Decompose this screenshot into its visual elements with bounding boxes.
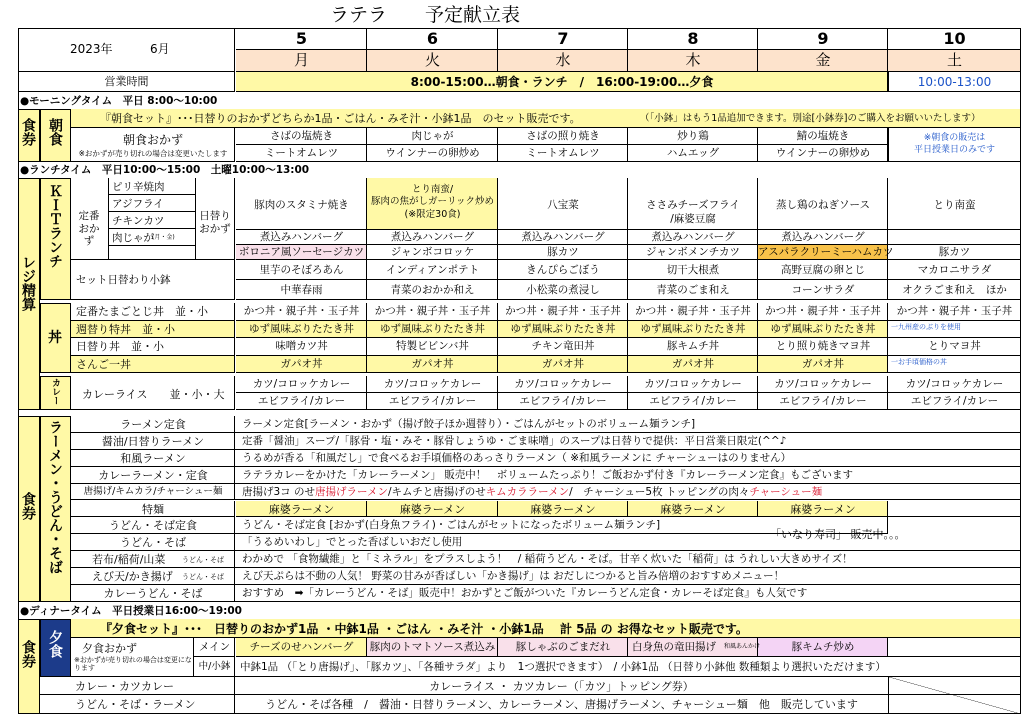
noodle-text-part: 唐揚げラーメン: [315, 485, 389, 498]
curry-item-2: エビフライ/カレー: [257, 395, 346, 407]
lunch-heading: ●ランチタイム 平日10:00～15:00 土曜10:00～13:00: [20, 164, 310, 176]
curry-item-1: カツ/コロッケカレー: [644, 378, 742, 390]
noodle-row-label: カレーラーメン・定食: [98, 468, 208, 482]
page-title: ラテラ 予定献立表: [330, 4, 521, 26]
noodle-row-text: 「うるめいわし」でとった香ばしいおだし使用: [242, 536, 463, 549]
don-row-label: 週替り特丼 並・小: [76, 322, 175, 336]
kobachi-2: コーンサラダ: [791, 284, 855, 296]
teiban-item: ピリ辛焼肉: [112, 181, 165, 193]
curry-item-1: カツ/コロッケカレー: [905, 378, 1004, 390]
noodle-row-label: 醤油/日替りラーメン: [101, 434, 205, 448]
morning-sat-note: ※朝食の販売は 平日授業日のみです: [913, 133, 995, 156]
kobachi-2: 中華春雨: [280, 284, 323, 296]
morning-heading: ●モーニングタイム 平日 8:00～10:00: [20, 95, 218, 107]
don-value: かつ丼・親子丼・玉子丼: [243, 305, 360, 317]
kobachi-2: 青菜のごま和え: [656, 284, 730, 296]
year-month-cell: [18, 28, 235, 72]
morning-okazu-2: ウインナーの卵炒め: [775, 147, 871, 159]
don-value: ガパオ丼: [542, 357, 584, 370]
teiban-item: アジフライ: [112, 198, 164, 210]
noodle-text-part: チャーシュー麺: [749, 485, 823, 498]
curry-item-1: カツ/コロッケカレー: [383, 378, 482, 390]
lunch-main-dish: とり南蛮: [933, 199, 976, 211]
dinner-main-dish: チーズのせハンバーグ: [249, 641, 354, 653]
morning-set-text: 『朝食セット』･･･日替りのおかずどちらか1品・ごはん・みそ汁・小鉢1品 のセット販売です。: [100, 112, 581, 125]
don-label: 丼: [48, 330, 62, 346]
noodle-row-label: えび天/かき揚げ: [92, 570, 173, 584]
hours-label: 営業時間: [104, 75, 149, 88]
curry-item-1: カツ/コロッケカレー: [514, 378, 612, 390]
don-value: ゆず風味ぶりたたき丼: [249, 322, 354, 335]
higawari-label: 日替りおかず: [199, 210, 231, 235]
noodle-row-text: ラーメン定食[ラーメン・おかず（揚げ餃子ほか週替り）・ごはんがセットのボリューム麺ランチ]: [242, 418, 696, 430]
noodle-row-text: えび天ぷらは不動の人気！ 野菜の甘みが香ばしい「かき揚げ」は おだしにつかると旨み倍増のおすすめメニュー！: [242, 570, 785, 583]
day-number: 10: [943, 29, 966, 48]
noodle-row-text: うどん・そば定食 [おかず(白身魚フライ)・ごはんがセットになったボリューム麺ランチ]: [242, 519, 661, 532]
don-row-label: 日替り丼 並・小: [76, 340, 164, 353]
noodle-row-text: 定番「醤油」スープ/「豚骨・塩・みそ・豚骨しょうゆ・ごま味噌」のスープは日替りで提供：平日営業日限定(^^♪: [242, 434, 787, 447]
morning-okazu-1: 肉じゃが: [411, 130, 454, 142]
morning-okazu-2: ミートオムレツ: [526, 147, 600, 159]
morning-okazu-1: 炒り鶏: [677, 130, 709, 142]
don-value: ゆず風味ぶりたたき丼: [640, 322, 746, 335]
lunch-sub2: ジャンボコロッケ: [390, 246, 475, 258]
year-label: 2023年: [70, 42, 113, 56]
lunch-sub1: 煮込みハンバーグ: [259, 231, 344, 243]
don-value: 一九州産のぶりを使用: [891, 322, 961, 331]
kobachi-1: インディアンポテト: [385, 264, 480, 276]
noodle-ticket-label: 食券: [20, 492, 36, 520]
don-value: 豚キムチ丼: [666, 340, 720, 352]
morning-okazu-note: ※おかずが売り切れの場合は変更いたします: [78, 149, 228, 158]
dinner-curry-label: カレー・カツカレー: [75, 680, 174, 693]
hours-sat: 10:00-13:00: [917, 75, 992, 89]
weekday: 金: [815, 51, 831, 69]
hours-weekday: 8:00-15:00…朝食・ランチ / 16:00-19:00…夕食: [410, 75, 714, 89]
kobachi-1: 切干大根煮: [666, 264, 720, 276]
noodle-side-text: 「いなり寿司」 販売中。。。: [770, 528, 906, 542]
curry-item-2: エビフライ/カレー: [649, 395, 737, 407]
don-value: かつ丼・親子丼・玉子丼: [505, 305, 621, 317]
dinner-main-sat: [888, 638, 1021, 657]
lunch-sub1: 煮込みハンバーグ: [651, 231, 735, 243]
weekday: 土: [946, 51, 962, 69]
noodle-row-text: ラテラカレーをかけた「カレーラーメン」 販売中！ ボリュームたっぷり！ご飯おかず付き『カレーラーメン定食』もございます: [242, 468, 853, 481]
dinner-label: 夕食: [47, 630, 63, 658]
don-value: ゆず風味ぶりたたき丼: [770, 322, 876, 335]
noodle-row-text: おすすめ ➡「カレーうどん・そば」販売中！おかずとご飯がついた『カレーうどん定食・カレーそば定食』も人気です: [242, 587, 808, 599]
tokumen-value: 麻婆ラーメン: [268, 502, 335, 516]
teiban-small: (月・金): [152, 234, 175, 241]
teiban-item: チキンカツ: [112, 215, 165, 227]
tokumen-value: 麻婆ラーメン: [399, 502, 466, 516]
dinner-udon-text: うどん・そば各種 / 醤油・日替りラーメン、カレーラーメン、唐揚げラーメン、チャーシュー麺 他 販売しています: [265, 698, 858, 711]
morning-okazu-2: ハムエッグ: [666, 147, 720, 159]
dinner-okazu-label: 夕食おかず: [82, 642, 137, 655]
curry-item-2: エビフライ/カレー: [910, 395, 999, 407]
curry-label: カレー: [50, 378, 60, 405]
lunch-main-dish: 八宝菜: [547, 199, 579, 211]
kobachi-1: マカロニサラダ: [917, 264, 992, 276]
don-value: 味噌カツ丼: [275, 340, 328, 352]
dinner-curry-text: カレーライス ・ カツカレー（「カツ」トッピング券）: [429, 680, 694, 693]
don-value: かつ丼・親子丼・玉子丼: [896, 305, 1013, 317]
lunch-sub1: 煮込みハンバーグ: [521, 231, 605, 243]
noodle-row-text: わかめで 「食物繊維」と「ミネラル」をプラスしよう！ / 稲荷うどん・そば。甘辛く炊いた「稲荷」は うれしい大きめサイズ！: [242, 553, 853, 566]
kobachi-1: 里芋のそぼろあん: [259, 264, 344, 276]
noodle-row-label: 特麺: [142, 502, 164, 516]
noodle-row-label: 若布/稲荷/山菜: [92, 553, 166, 567]
dinner-ticket-label: 食券: [20, 640, 36, 668]
lunch-sub2: ジャンボメンチカツ: [645, 246, 741, 258]
dinner-main-dish: 豚キムチ炒め: [791, 641, 855, 653]
dinner-set-text: 『夕食セット』･･･ 日替りのおかず1品 ・中鉢1品 ・ごはん ・みそ汁 ・小鉢1品 計 5品 の お得なセット販売です。: [100, 622, 748, 636]
kobachi-label: セット日替わり小鉢: [76, 274, 171, 286]
kobachi-1: きんぴらごぼう: [526, 264, 600, 276]
don-value: かつ丼・親子丼・玉子丼: [374, 305, 491, 317]
don-row-label: さんご一丼: [76, 357, 131, 371]
day-number: 8: [687, 29, 699, 48]
lunch-sub2: 豚カツ: [938, 246, 971, 258]
don-value: かつ丼・親子丼・玉子丼: [765, 305, 881, 317]
lunch-sub1-cell: [888, 230, 1021, 245]
don-value: とり照り焼きマヨ丼: [775, 340, 871, 352]
day-number: 5: [295, 29, 308, 48]
curry-item-2: エビフライ/カレー: [519, 395, 607, 407]
don-row-label: 定番たまごとじ丼 並・小: [76, 305, 208, 318]
month-label: 6月: [150, 42, 170, 56]
don-value: 特製ビビンバ丼: [396, 340, 469, 352]
dinner-main-dish: 豚しゃぶのごまだれ: [515, 641, 611, 653]
noodle-row-label: うどん・そば: [120, 536, 186, 550]
weekday: 水: [555, 51, 571, 69]
dinner-sat-blank: [888, 677, 1021, 714]
tokumen-value: 麻婆ラーメン: [660, 502, 726, 516]
register-label: レジ精算: [20, 255, 36, 311]
don-value: ゆず風味ぶりたたき丼: [380, 322, 485, 335]
kobachi-1: 高野豆腐の卵とじ: [781, 264, 865, 276]
dinner-main-dish: 豚肉のトマトソース煮込み: [369, 641, 496, 653]
noodle-label: ラーメン・うどん・そば: [47, 420, 63, 574]
dinner-udon-label: うどん・そば・ラーメン: [75, 698, 196, 711]
curry-item-2: エビフライ/カレー: [779, 395, 867, 407]
lunch-main-dish: ささみチーズフライ /麻婆豆腐: [646, 199, 740, 225]
dinner-main-small: 和風あんかけ: [724, 643, 761, 650]
don-value: かつ丼・親子丼・玉子丼: [635, 305, 751, 317]
morning-label: 朝食: [47, 118, 63, 146]
lunch-sub1: 煮込みハンバーグ: [390, 231, 475, 243]
noodle-row-text: うるめが香る「和風だし」で食べるお手頃価格のあっさりラーメン（ ※和風ラーメンに チャーシューはのりません）: [242, 451, 792, 464]
noodle-text-part: / チャーシュー5枚 トッピングの肉々: [569, 485, 750, 498]
noodle-row-text: [242, 487, 822, 498]
weekday: 木: [685, 51, 701, 69]
kit-lunch-label: ＫＩＴランチ: [47, 184, 63, 268]
lunch-main-dish: 豚肉のスタミナ焼き: [254, 199, 349, 211]
lunch-main-dish: 蒸し鶏のねぎソース: [776, 199, 870, 211]
dinner-okazu-note: ※おかずが売り切れの場合は変更になります: [74, 656, 192, 673]
weekday: 月: [293, 51, 309, 69]
noodle-row-label: うどん・そば定食: [109, 519, 197, 533]
teiban-item: 肉じゃが: [112, 232, 154, 244]
noodle-text-part: 唐揚げ3コ のせ: [242, 485, 316, 498]
morning-okazu-1: 鯖の塩焼き: [796, 130, 850, 142]
dinner-chu-label: 中/小鉢: [198, 661, 231, 672]
noodle-row-label: カレーうどん・そば: [103, 587, 203, 600]
noodle-row-label: 和風ラーメン: [120, 451, 186, 465]
don-value: チキン竜田丼: [531, 340, 595, 352]
dinner-main-dish: 白身魚の竜田揚げ: [632, 641, 716, 653]
day-number: 7: [557, 29, 569, 48]
morning-okazu-1: さばの塩焼き: [270, 130, 333, 142]
don-value: ゆず風味ぶりたたき丼: [510, 322, 616, 335]
morning-set-note: （「小鉢」はもう1品追加できます。別途[小鉢券]のご購入をお願いいたします）: [640, 113, 981, 124]
morning-ticket-label: 食券: [20, 118, 36, 146]
kobachi-2: オクラごま和え ほか: [902, 284, 1007, 296]
kobachi-2: 青菜のおかか和え: [390, 284, 475, 296]
curry-item-1: カツ/コロッケカレー: [252, 378, 351, 390]
lunch-main-dish: とり南蛮/ 豚肉の焦がしガーリック炒め (※限定30食): [370, 184, 495, 220]
dinner-chu-text: 中鉢1品 （「とり唐揚げ」、「豚カツ」、「各種サラダ」より 1つ選択できます） / 小鉢1品 （日替り小鉢他 数種類より選択いただけます）: [240, 661, 886, 673]
curry-item-1: カツ/コロッケカレー: [774, 378, 872, 390]
kobachi-2: 小松菜の煮浸し: [526, 284, 600, 296]
teiban-label: 定番おかず: [78, 210, 100, 248]
don-value: ガパオ丼: [280, 357, 323, 370]
morning-okazu-2: ミートオムレツ: [264, 147, 339, 159]
lunch-sub2: ボロニア風ソーセージカツ: [238, 246, 365, 258]
don-value: ガパオ丼: [802, 357, 844, 370]
noodle-text-part: キムカララーメン: [485, 485, 570, 498]
noodle-row-label: ラーメン定食: [120, 418, 186, 431]
don-value: ガパオ丼: [672, 357, 714, 370]
noodle-row-label-small: うどん・そば: [182, 556, 224, 565]
curry-item-2: エビフライ/カレー: [388, 395, 477, 407]
lunch-sub2: アスパラクリーミーハムカツ: [758, 246, 894, 258]
tokumen-value: 麻婆ラーメン: [530, 502, 596, 516]
noodle-text-part: /キムチと唐揚げのせ: [388, 485, 486, 498]
noodle-row-label: 唐揚げ/キムカラ/チャーシュー麺: [83, 485, 223, 497]
morning-okazu-label: 朝食おかず: [122, 133, 183, 147]
tokumen-value: 麻婆ラーメン: [790, 502, 856, 516]
morning-okazu-1: さばの照り焼き: [526, 130, 600, 142]
don-value: ガパオ丼: [411, 357, 454, 370]
day-number: 6: [426, 29, 439, 48]
day-number: 9: [817, 29, 829, 48]
curry-rice-label: カレーライス 並・小・大: [82, 388, 225, 401]
morning-okazu-2: ウインナーの卵炒め: [385, 147, 480, 159]
tokumen-sat: [888, 501, 1021, 518]
noodle-row-label-small: うどん・そば: [182, 573, 224, 582]
don-value: とりマヨ丼: [928, 340, 981, 352]
dinner-main-label: メイン: [198, 641, 231, 653]
weekday: 火: [424, 51, 440, 69]
dinner-heading: ●ディナータイム 平日授業日16:00～19:00: [20, 605, 242, 617]
lunch-sub2: 豚カツ: [547, 246, 579, 258]
don-value: 一お手頃価格の丼: [891, 357, 947, 366]
lunch-sub1: 煮込みハンバーグ: [781, 231, 865, 243]
